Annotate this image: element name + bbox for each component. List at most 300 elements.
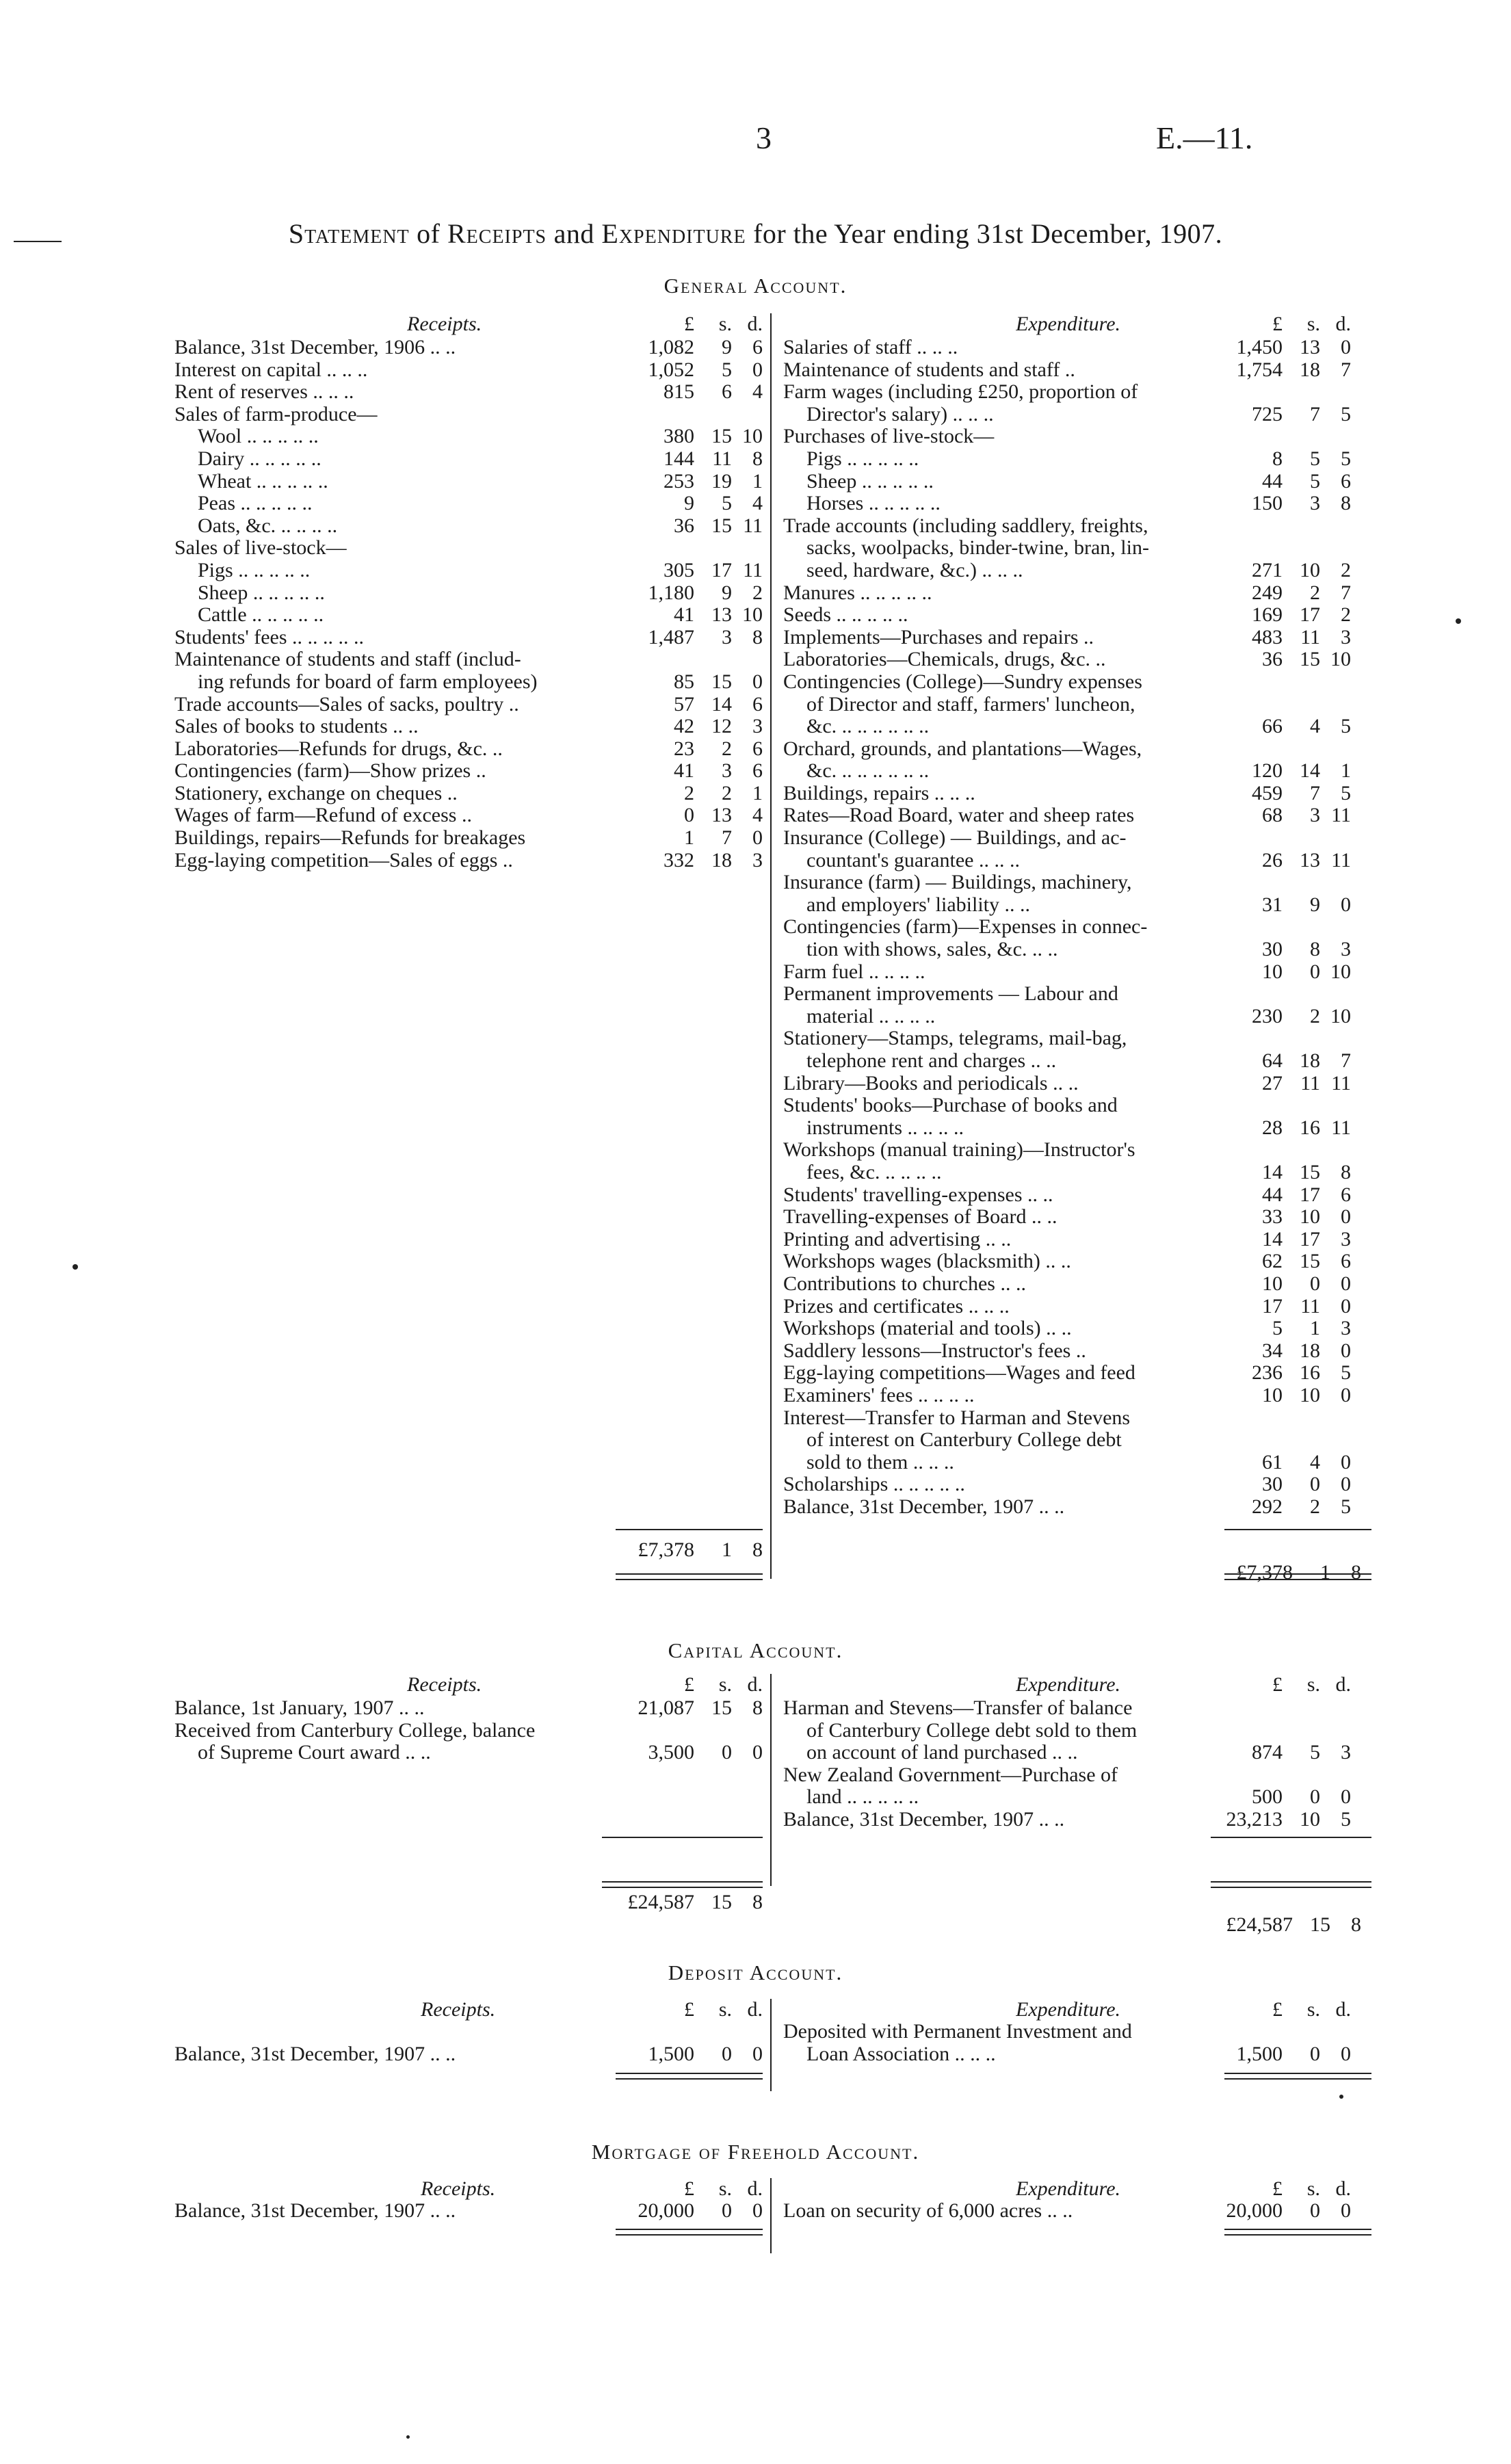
amount-pounds: 1,082 bbox=[648, 336, 694, 358]
ledger-row bbox=[783, 939, 1371, 961]
amount-pounds: 44 bbox=[1262, 1183, 1283, 1206]
ledger-row bbox=[174, 2043, 763, 2066]
amount-pence: 6 bbox=[752, 737, 763, 760]
amount-shillings: 17 bbox=[1300, 1227, 1320, 1250]
amount-pounds: 120 bbox=[1252, 759, 1283, 783]
column-divider bbox=[770, 1999, 772, 2091]
amount-shillings: 3 bbox=[722, 759, 732, 783]
amount-pounds: 20,000 bbox=[638, 2199, 694, 2222]
ledger-row bbox=[783, 1697, 1371, 1720]
amount-pounds: 8 bbox=[1272, 447, 1283, 470]
amount-shillings: 11 bbox=[712, 447, 732, 470]
ledger-row bbox=[174, 381, 763, 404]
ledger-item-label: tion with shows, sales, &c. .. .. bbox=[806, 939, 1058, 961]
amount-pence: 8 bbox=[1341, 492, 1351, 515]
ledger-row bbox=[783, 1229, 1371, 1251]
ledger-row bbox=[783, 1764, 1371, 1787]
mortgage-receipts-header bbox=[174, 2178, 763, 2201]
pence-heading: d. bbox=[1335, 2177, 1351, 2200]
pounds-heading: £ bbox=[684, 2177, 694, 2200]
ledger-row bbox=[783, 2043, 1371, 2066]
ledger-item-label: &c. .. .. .. .. .. .. bbox=[806, 760, 930, 783]
ledger-item-label: Balance, 31st December, 1907 .. .. bbox=[783, 1808, 1065, 1831]
ledger-row bbox=[783, 871, 1371, 894]
expenditure-double-rule bbox=[1224, 2073, 1371, 2080]
deposit-receipts bbox=[174, 2043, 763, 2066]
amount-pence: 2 bbox=[1341, 603, 1351, 627]
amount-shillings: 17 bbox=[1300, 603, 1320, 627]
ledger-row bbox=[783, 1742, 1371, 1764]
total-pounds: £24,587 bbox=[1226, 1913, 1293, 1936]
ledger-row bbox=[174, 359, 763, 382]
ledger-row bbox=[783, 850, 1371, 872]
ledger-item-label: Maintenance of students and staff (includ- bbox=[174, 648, 521, 671]
shillings-heading: s. bbox=[718, 313, 732, 335]
ledger-item-label: Stationery, exchange on cheques .. bbox=[174, 782, 458, 804]
amount-pounds: 305 bbox=[663, 558, 694, 581]
mortgage-expenditure bbox=[783, 2200, 1371, 2223]
amount-shillings: 13 bbox=[1300, 848, 1320, 871]
amount-pence: 6 bbox=[752, 692, 763, 716]
amount-shillings: 3 bbox=[1310, 492, 1320, 515]
amount-shillings: 2 bbox=[1310, 1004, 1320, 1027]
amount-pounds: 23,213 bbox=[1226, 1807, 1283, 1831]
amount-pence: 11 bbox=[743, 514, 763, 537]
ledger-item-label: Manures .. .. .. .. .. bbox=[783, 581, 932, 604]
pounds-heading: £ bbox=[684, 1998, 694, 2021]
amount-pence: 10 bbox=[1330, 960, 1351, 983]
amount-shillings: 14 bbox=[711, 692, 732, 716]
amount-shillings: 7 bbox=[722, 826, 732, 850]
amount-pounds: 57 bbox=[674, 692, 694, 716]
receipts-double-rule bbox=[616, 1573, 763, 1580]
ledger-item-label: Saddlery lessons—Instructor's fees .. bbox=[783, 1339, 1086, 1362]
column-divider bbox=[770, 2178, 772, 2253]
amount-shillings: 11 bbox=[1300, 1294, 1320, 1318]
column-divider bbox=[770, 1674, 772, 1886]
pounds-heading: £ bbox=[1272, 1673, 1283, 1696]
ledger-item-label: Contingencies (College)—Sundry expenses bbox=[783, 670, 1142, 693]
ledger-row bbox=[174, 2200, 763, 2223]
ledger-item-label: Buildings, repairs—Refunds for breakages bbox=[174, 827, 526, 850]
ledger-item-label: Sales of live-stock— bbox=[174, 537, 347, 560]
amount-shillings: 14 bbox=[1300, 759, 1320, 783]
ledger-item-label: Cattle .. .. .. .. .. bbox=[198, 604, 324, 627]
ledger-row bbox=[174, 671, 763, 694]
ledger-item-label: of interest on Canterbury College debt bbox=[806, 1429, 1122, 1452]
amount-pounds: 483 bbox=[1252, 625, 1283, 648]
amount-shillings: 0 bbox=[722, 2199, 732, 2222]
amount-pence: 7 bbox=[1341, 358, 1351, 381]
amount-shillings: 6 bbox=[722, 380, 732, 404]
ledger-row bbox=[174, 804, 763, 827]
ledger-row bbox=[783, 1184, 1371, 1207]
ledger-row bbox=[174, 448, 763, 471]
column-divider bbox=[770, 313, 772, 1579]
amount-shillings: 10 bbox=[1300, 1383, 1320, 1406]
expenditure-double-rule bbox=[1224, 1573, 1371, 1580]
amount-pounds: 1,180 bbox=[648, 581, 694, 604]
amount-pence: 4 bbox=[752, 492, 763, 515]
amount-pence: 5 bbox=[1341, 1495, 1351, 1518]
ledger-item-label: Contingencies (farm)—Expenses in connec- bbox=[783, 916, 1148, 939]
pence-heading: d. bbox=[747, 1998, 763, 2021]
title-word: Expenditure bbox=[601, 218, 746, 249]
amount-pence: 10 bbox=[742, 425, 763, 448]
ledger-item-label: Balance, 1st January, 1907 .. .. bbox=[174, 1697, 425, 1719]
ledger-item-label: Workshops (manual training)—Instructor's bbox=[783, 1139, 1135, 1162]
title-word: Receipts bbox=[447, 218, 547, 249]
ledger-row bbox=[783, 515, 1371, 538]
capital-expenditure-total bbox=[1211, 1914, 1371, 1937]
ledger-row bbox=[174, 471, 763, 493]
amount-pounds: 1,754 bbox=[1236, 358, 1283, 381]
ledger-item-label: Prizes and certificates .. .. .. bbox=[783, 1295, 1010, 1318]
ledger-item-label: Workshops (material and tools) .. .. bbox=[783, 1318, 1072, 1340]
shillings-heading: s. bbox=[718, 2177, 732, 2200]
ledger-item-label: Sheep .. .. .. .. .. bbox=[806, 470, 934, 493]
amount-pence: 4 bbox=[752, 804, 763, 827]
amount-pounds: 2 bbox=[684, 781, 694, 804]
amount-pounds: 380 bbox=[663, 425, 694, 448]
ledger-item-label: Peas .. .. .. .. .. bbox=[198, 493, 313, 515]
ledger-item-label: Travelling-expenses of Board .. .. bbox=[783, 1206, 1057, 1229]
page-number: 3 bbox=[756, 120, 772, 155]
amount-pounds: 292 bbox=[1252, 1495, 1283, 1518]
amount-pence: 5 bbox=[1341, 402, 1351, 425]
ledger-item-label: material .. .. .. .. bbox=[806, 1005, 936, 1027]
total-pence: 8 bbox=[1351, 1913, 1361, 1936]
ledger-item-label: Library—Books and periodicals .. .. bbox=[783, 1072, 1079, 1095]
amount-shillings: 13 bbox=[1300, 336, 1320, 358]
amount-shillings: 5 bbox=[1310, 469, 1320, 493]
ledger-item-label: Horses .. .. .. .. .. bbox=[806, 493, 941, 515]
amount-shillings: 11 bbox=[1300, 1071, 1320, 1095]
amount-pounds: 725 bbox=[1252, 402, 1283, 425]
ledger-item-label: ing refunds for board of farm employees) bbox=[198, 670, 538, 693]
amount-pounds: 1,487 bbox=[648, 625, 694, 648]
ledger-item-label: &c. .. .. .. .. .. .. bbox=[806, 716, 930, 738]
pence-heading: d. bbox=[747, 313, 763, 335]
expenditure-total-rule bbox=[1224, 1529, 1371, 1530]
amount-pounds: 85 bbox=[674, 670, 694, 693]
amount-shillings: 0 bbox=[1310, 2042, 1320, 2065]
expenditure-heading: Expenditure. bbox=[1016, 1999, 1121, 2021]
ledger-row bbox=[783, 1162, 1371, 1184]
amount-pounds: 21,087 bbox=[638, 1696, 694, 1719]
ledger-item-label: Wheat .. .. .. .. .. bbox=[198, 470, 328, 493]
ledger-row bbox=[174, 337, 763, 359]
amount-pence: 0 bbox=[1341, 2042, 1351, 2065]
amount-shillings: 16 bbox=[1300, 1116, 1320, 1139]
amount-pounds: 36 bbox=[674, 514, 694, 537]
amount-pence: 0 bbox=[1341, 1473, 1351, 1496]
ledger-item-label: sacks, woolpacks, binder-twine, bran, lin- bbox=[806, 537, 1149, 560]
ledger-item-label: Oats, &c. .. .. .. .. bbox=[198, 514, 338, 537]
amount-pence: 5 bbox=[1341, 1807, 1351, 1831]
amount-shillings: 7 bbox=[1310, 781, 1320, 804]
amount-pence: 8 bbox=[752, 1696, 763, 1719]
ledger-item-label: Deposited with Permanent Investment and bbox=[783, 2021, 1132, 2043]
ledger-item-label: Workshops wages (blacksmith) .. .. bbox=[783, 1250, 1071, 1273]
ledger-row bbox=[783, 1250, 1371, 1273]
ledger-row bbox=[783, 1786, 1371, 1809]
ledger-row bbox=[783, 760, 1371, 783]
ledger-item-label: Insurance (College) — Buildings, and ac- bbox=[783, 827, 1127, 850]
amount-pence: 11 bbox=[1331, 1116, 1351, 1139]
amount-shillings: 18 bbox=[711, 848, 732, 871]
ledger-row bbox=[174, 404, 763, 426]
ledger-item-label: Dairy .. .. .. .. .. bbox=[198, 447, 321, 470]
amount-shillings: 18 bbox=[1300, 1049, 1320, 1072]
amount-pounds: 271 bbox=[1252, 558, 1283, 581]
ledger-row bbox=[783, 671, 1371, 694]
ledger-item-label: Scholarships .. .. .. .. .. bbox=[783, 1473, 965, 1496]
ledger-item-label: Harman and Stevens—Transfer of balance bbox=[783, 1697, 1133, 1719]
ledger-row bbox=[783, 359, 1371, 382]
ledger-row bbox=[783, 738, 1371, 761]
amount-pence: 0 bbox=[1341, 2199, 1351, 2222]
ledger-item-label: Pigs .. .. .. .. .. bbox=[198, 559, 311, 581]
amount-pounds: 36 bbox=[1262, 648, 1283, 671]
total-pence: 8 bbox=[1351, 1560, 1361, 1584]
shillings-heading: s. bbox=[1306, 2177, 1320, 2200]
pence-heading: d. bbox=[747, 1673, 763, 1696]
ledger-item-label: Printing and advertising .. .. bbox=[783, 1228, 1012, 1250]
general-expenditure-header bbox=[783, 313, 1371, 336]
amount-pence: 0 bbox=[1341, 1339, 1351, 1362]
amount-pence: 11 bbox=[743, 558, 763, 581]
ledger-row bbox=[783, 1452, 1371, 1474]
receipts-double-rule bbox=[602, 1881, 763, 1888]
statement-title bbox=[0, 218, 1511, 250]
amount-shillings: 10 bbox=[1300, 1807, 1320, 1831]
general-expenditure-total bbox=[1224, 1562, 1371, 1584]
amount-shillings: 17 bbox=[711, 558, 732, 581]
total-shillings: 15 bbox=[711, 1891, 732, 1914]
ledger-item-label: Permanent improvements — Labour and bbox=[783, 983, 1118, 1006]
amount-pounds: 17 bbox=[1262, 1294, 1283, 1318]
amount-shillings: 15 bbox=[711, 425, 732, 448]
amount-shillings: 13 bbox=[711, 603, 732, 627]
amount-shillings: 5 bbox=[1310, 447, 1320, 470]
total-shillings: 1 bbox=[722, 1538, 732, 1561]
amount-pounds: 144 bbox=[663, 447, 694, 470]
amount-shillings: 0 bbox=[722, 1741, 732, 1764]
deposit-account-title: Deposit Account. bbox=[668, 1961, 843, 1984]
amount-shillings: 15 bbox=[711, 670, 732, 693]
ledger-item-label: and employers' liability .. .. bbox=[806, 893, 1031, 916]
ledger-item-label: Egg-laying competitions—Wages and feed bbox=[783, 1362, 1135, 1385]
scan-speck bbox=[1456, 618, 1461, 624]
mortgage-receipts bbox=[174, 2200, 763, 2223]
ledger-item-label: Examiners' fees .. .. .. .. bbox=[783, 1384, 975, 1406]
ledger-item-label: Egg-laying competition—Sales of eggs .. bbox=[174, 849, 513, 871]
amount-pence: 11 bbox=[1331, 1071, 1351, 1095]
deposit-expenditure bbox=[783, 2021, 1371, 2065]
amount-pence: 8 bbox=[752, 447, 763, 470]
ledger-row bbox=[783, 448, 1371, 471]
ledger-row bbox=[783, 1496, 1371, 1519]
ledger-row bbox=[174, 582, 763, 605]
amount-shillings: 16 bbox=[1300, 1361, 1320, 1385]
ledger-item-label: Laboratories—Refunds for drugs, &c. .. bbox=[174, 737, 503, 760]
ledger-row bbox=[783, 894, 1371, 917]
amount-shillings: 19 bbox=[711, 469, 732, 493]
ledger-row bbox=[783, 337, 1371, 359]
amount-pounds: 815 bbox=[663, 380, 694, 404]
ledger-row bbox=[783, 1720, 1371, 1742]
capital-receipts-total bbox=[602, 1891, 763, 1914]
ledger-item-label: Balance, 31st December, 1907 .. .. bbox=[174, 2043, 456, 2065]
ledger-item-label: sold to them .. .. .. bbox=[806, 1451, 954, 1473]
amount-pounds: 1 bbox=[684, 826, 694, 850]
ledger-row bbox=[783, 560, 1371, 582]
ledger-item-label: Laboratories—Chemicals, drugs, &c. .. bbox=[783, 648, 1106, 671]
shillings-heading: s. bbox=[1306, 1998, 1320, 2021]
capital-receipts bbox=[174, 1697, 763, 1764]
amount-pounds: 9 bbox=[684, 492, 694, 515]
ledger-row bbox=[783, 537, 1371, 560]
ledger-row bbox=[783, 1340, 1371, 1363]
amount-pounds: 26 bbox=[1262, 848, 1283, 871]
amount-pence: 2 bbox=[1341, 558, 1351, 581]
amount-pounds: 1,500 bbox=[648, 2043, 694, 2065]
pounds-heading: £ bbox=[1272, 2177, 1283, 2200]
amount-pounds: 33 bbox=[1262, 1205, 1283, 1229]
amount-pence: 5 bbox=[1341, 1361, 1351, 1385]
ledger-item-label: countant's guarantee .. .. .. bbox=[806, 849, 1020, 871]
amount-shillings: 2 bbox=[1310, 1495, 1320, 1518]
ledger-item-label: Buildings, repairs .. .. .. bbox=[783, 782, 975, 804]
ledger-row bbox=[783, 582, 1371, 605]
amount-shillings: 0 bbox=[1310, 2199, 1320, 2222]
ledger-item-label: Sales of farm-produce— bbox=[174, 403, 378, 425]
ledger-row bbox=[783, 804, 1371, 827]
ledger-item-label: Director's salary) .. .. .. bbox=[806, 403, 994, 425]
ledger-row bbox=[783, 471, 1371, 493]
amount-shillings: 9 bbox=[722, 336, 732, 358]
pence-heading: d. bbox=[1335, 313, 1351, 335]
receipts-heading: Receipts. bbox=[421, 1999, 496, 2021]
amount-pounds: 14 bbox=[1262, 1227, 1283, 1250]
ledger-row bbox=[174, 716, 763, 738]
amount-pence: 0 bbox=[1341, 1383, 1351, 1406]
amount-pence: 0 bbox=[752, 1741, 763, 1764]
ledger-item-label: of Supreme Court award .. .. bbox=[198, 1742, 431, 1764]
expenditure-double-rule bbox=[1224, 2229, 1371, 2236]
amount-pounds: 30 bbox=[1262, 1473, 1283, 1496]
amount-shillings: 2 bbox=[1310, 581, 1320, 604]
amount-pence: 5 bbox=[1341, 715, 1351, 738]
ledger-row bbox=[783, 1318, 1371, 1340]
ledger-row bbox=[783, 827, 1371, 850]
ledger-row bbox=[783, 983, 1371, 1006]
pence-heading: d. bbox=[747, 2177, 763, 2200]
amount-pence: 11 bbox=[1331, 804, 1351, 827]
amount-shillings: 4 bbox=[1310, 1450, 1320, 1473]
amount-pounds: 66 bbox=[1262, 715, 1283, 738]
amount-shillings: 0 bbox=[1310, 1272, 1320, 1295]
ledger-item-label: New Zealand Government—Purchase of bbox=[783, 1764, 1118, 1786]
ledger-item-label: Sales of books to students .. .. bbox=[174, 716, 419, 738]
amount-pence: 6 bbox=[752, 336, 763, 358]
ledger-item-label: Wages of farm—Refund of excess .. bbox=[174, 804, 472, 827]
amount-shillings: 10 bbox=[1300, 558, 1320, 581]
ledger-item-label: Salaries of staff .. .. .. bbox=[783, 337, 958, 358]
amount-pence: 1 bbox=[752, 469, 763, 493]
ledger-row bbox=[783, 1206, 1371, 1229]
amount-pence: 1 bbox=[752, 781, 763, 804]
ledger-item-label: Interest—Transfer to Harman and Stevens bbox=[783, 1406, 1131, 1429]
ledger-row bbox=[783, 1473, 1371, 1496]
mortgage-expenditure-header bbox=[783, 2178, 1371, 2201]
expenditure-double-rule bbox=[1211, 1881, 1371, 1888]
ledger-row bbox=[783, 1809, 1371, 1831]
amount-shillings: 11 bbox=[1300, 625, 1320, 648]
amount-shillings: 15 bbox=[711, 1696, 732, 1719]
amount-pence: 3 bbox=[1341, 625, 1351, 648]
shillings-heading: s. bbox=[718, 1673, 732, 1696]
amount-pounds: 41 bbox=[674, 603, 694, 627]
amount-pence: 5 bbox=[1341, 781, 1351, 804]
ledger-row bbox=[174, 1742, 763, 1764]
amount-pounds: 41 bbox=[674, 759, 694, 783]
ledger-row bbox=[783, 1296, 1371, 1318]
amount-pounds: 10 bbox=[1262, 960, 1283, 983]
ledger-item-label: seed, hardware, &c.) .. .. .. bbox=[806, 559, 1023, 581]
amount-shillings: 15 bbox=[1300, 1250, 1320, 1273]
ledger-row bbox=[783, 493, 1371, 515]
amount-pounds: 27 bbox=[1262, 1071, 1283, 1095]
mortgage-account-title: Mortgage of Freehold Account. bbox=[591, 2140, 920, 2164]
ledger-item-label: Wool .. .. .. .. .. bbox=[198, 425, 319, 448]
total-shillings: 15 bbox=[1310, 1913, 1330, 1936]
pounds-heading: £ bbox=[1272, 1998, 1283, 2021]
amount-pence: 6 bbox=[1341, 1250, 1351, 1273]
ledger-item-label: of Director and staff, farmers' luncheon, bbox=[806, 693, 1135, 716]
ledger-row bbox=[783, 961, 1371, 984]
amount-shillings: 7 bbox=[1310, 402, 1320, 425]
ledger-item-label: Rent of reserves .. .. .. bbox=[174, 381, 354, 404]
pence-heading: d. bbox=[1335, 1998, 1351, 2021]
ledger-row bbox=[174, 493, 763, 515]
shillings-heading: s. bbox=[1306, 313, 1320, 335]
general-expenditure bbox=[783, 337, 1371, 1518]
amount-pence: 0 bbox=[752, 2199, 763, 2222]
amount-shillings: 0 bbox=[1310, 1473, 1320, 1496]
ledger-item-label: Stationery—Stamps, telegrams, mail-bag, bbox=[783, 1027, 1127, 1050]
amount-pence: 0 bbox=[1341, 1205, 1351, 1229]
ledger-item-label: fees, &c. .. .. .. .. bbox=[806, 1161, 942, 1183]
ledger-row bbox=[783, 694, 1371, 716]
ledger-item-label: Balance, 31st December, 1907 .. .. bbox=[783, 1495, 1065, 1518]
total-pounds: £7,378 bbox=[638, 1538, 694, 1561]
scan-speck bbox=[1339, 2095, 1343, 2099]
amount-shillings: 3 bbox=[1310, 804, 1320, 827]
amount-shillings: 1 bbox=[1310, 1317, 1320, 1340]
amount-shillings: 0 bbox=[722, 2043, 732, 2065]
ledger-row bbox=[783, 1095, 1371, 1117]
scan-speck bbox=[406, 2435, 410, 2439]
ledger-row bbox=[783, 1050, 1371, 1073]
ledger-row bbox=[174, 760, 763, 783]
ledger-item-label: of Canterbury College debt sold to them bbox=[806, 1719, 1138, 1742]
ledger-row bbox=[783, 1273, 1371, 1296]
amount-pence: 0 bbox=[1341, 336, 1351, 358]
receipts-heading: Receipts. bbox=[421, 2178, 496, 2200]
ledger-item-label: Rates—Road Board, water and sheep rates bbox=[783, 804, 1135, 827]
